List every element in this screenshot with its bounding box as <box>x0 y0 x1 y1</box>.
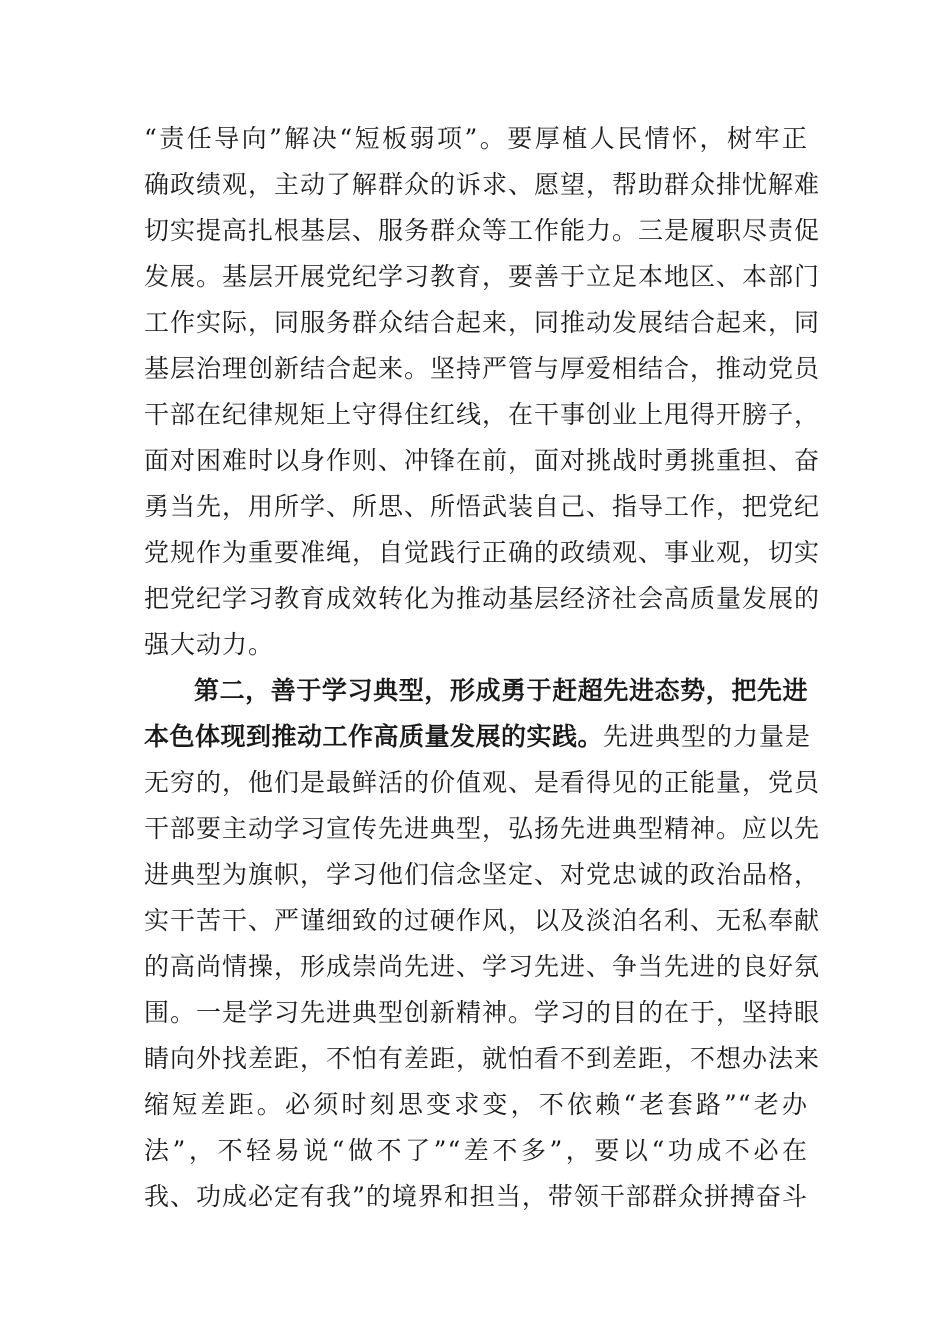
paragraph-line: 确政绩观，主动了解群众的诉求、愿望，帮助群众排忧解难 <box>144 170 821 199</box>
paragraph-line: 干部要主动学习宣传先进典型，弘扬先进典型精神。应以先 <box>144 814 821 843</box>
paragraph-line: 党规作为重要准绳，自觉践行正确的政绩观、事业观，切实 <box>144 538 821 567</box>
paragraph-line: 强大动力。 <box>144 630 275 659</box>
paragraph-line: 实干苦干、严谨细致的过硬作风，以及淡泊名利、无私奉献 <box>144 906 821 935</box>
paragraph-line: 勇当先，用所学、所思、所悟武装自己、指导工作，把党纪 <box>144 492 821 521</box>
paragraph-line: 的高尚情操，形成崇尚先进、学习先进、争当先进的良好氛 <box>144 952 821 981</box>
paragraph-line: 工作实际，同服务群众结合起来，同推动发展结合起来，同 <box>144 308 821 337</box>
section-heading-line <box>144 717 812 757</box>
paragraph-line: 进典型为旗帜，学习他们信念坚定、对党忠诚的政治品格， <box>144 860 821 889</box>
section-heading-text: 第二，善于学习典型，形成勇于赶超先进态势，把先进 <box>194 676 808 705</box>
paragraph-line: 面对困难时以身作则、冲锋在前，面对挑战时勇挑重担、奋 <box>144 446 821 475</box>
paragraph-line: 法”，不轻易说“做不了”“差不多”，要以“功成不必在 <box>144 1136 808 1165</box>
paragraph-line: 缩短差距。必须时刻思变求变，不依赖“老套路”“老办 <box>144 1090 808 1119</box>
paragraph-line: 无穷的，他们是最鲜活的价值观、是看得见的正能量，党员 <box>144 768 821 797</box>
paragraph-line: “责任导向”解决“短板弱项”。要厚植人民情怀，树牢正 <box>144 124 808 153</box>
paragraph-line: 干部在纪律规矩上守得住红线，在干事创业上甩得开膀子， <box>144 400 821 429</box>
section-heading-text: 本色体现到推动工作高质量发展的实践。 <box>144 722 604 751</box>
paragraph-line: 围。一是学习先进典型创新精神。学习的目的在于，坚持眼 <box>144 998 821 1027</box>
paragraph-line: 发展。基层开展党纪学习教育，要善于立足本地区、本部门 <box>144 262 821 291</box>
paragraph-line: 把党纪学习教育成效转化为推动基层经济社会高质量发展的 <box>144 584 821 613</box>
section-heading-line <box>194 671 808 711</box>
paragraph-line: 切实提高扎根基层、服务群众等工作能力。三是履职尽责促 <box>144 216 821 245</box>
paragraph-text: 先进典型的力量是 <box>603 722 812 751</box>
paragraph-line: 我、功成必定有我”的境界和担当，带领干部群众拼搏奋斗 <box>144 1182 808 1211</box>
paragraph-line: 基层治理创新结合起来。坚持严管与厚爱相结合，推动党员 <box>144 354 821 383</box>
paragraph-line: 睛向外找差距，不怕有差距，就怕看不到差距，不想办法来 <box>144 1044 821 1073</box>
